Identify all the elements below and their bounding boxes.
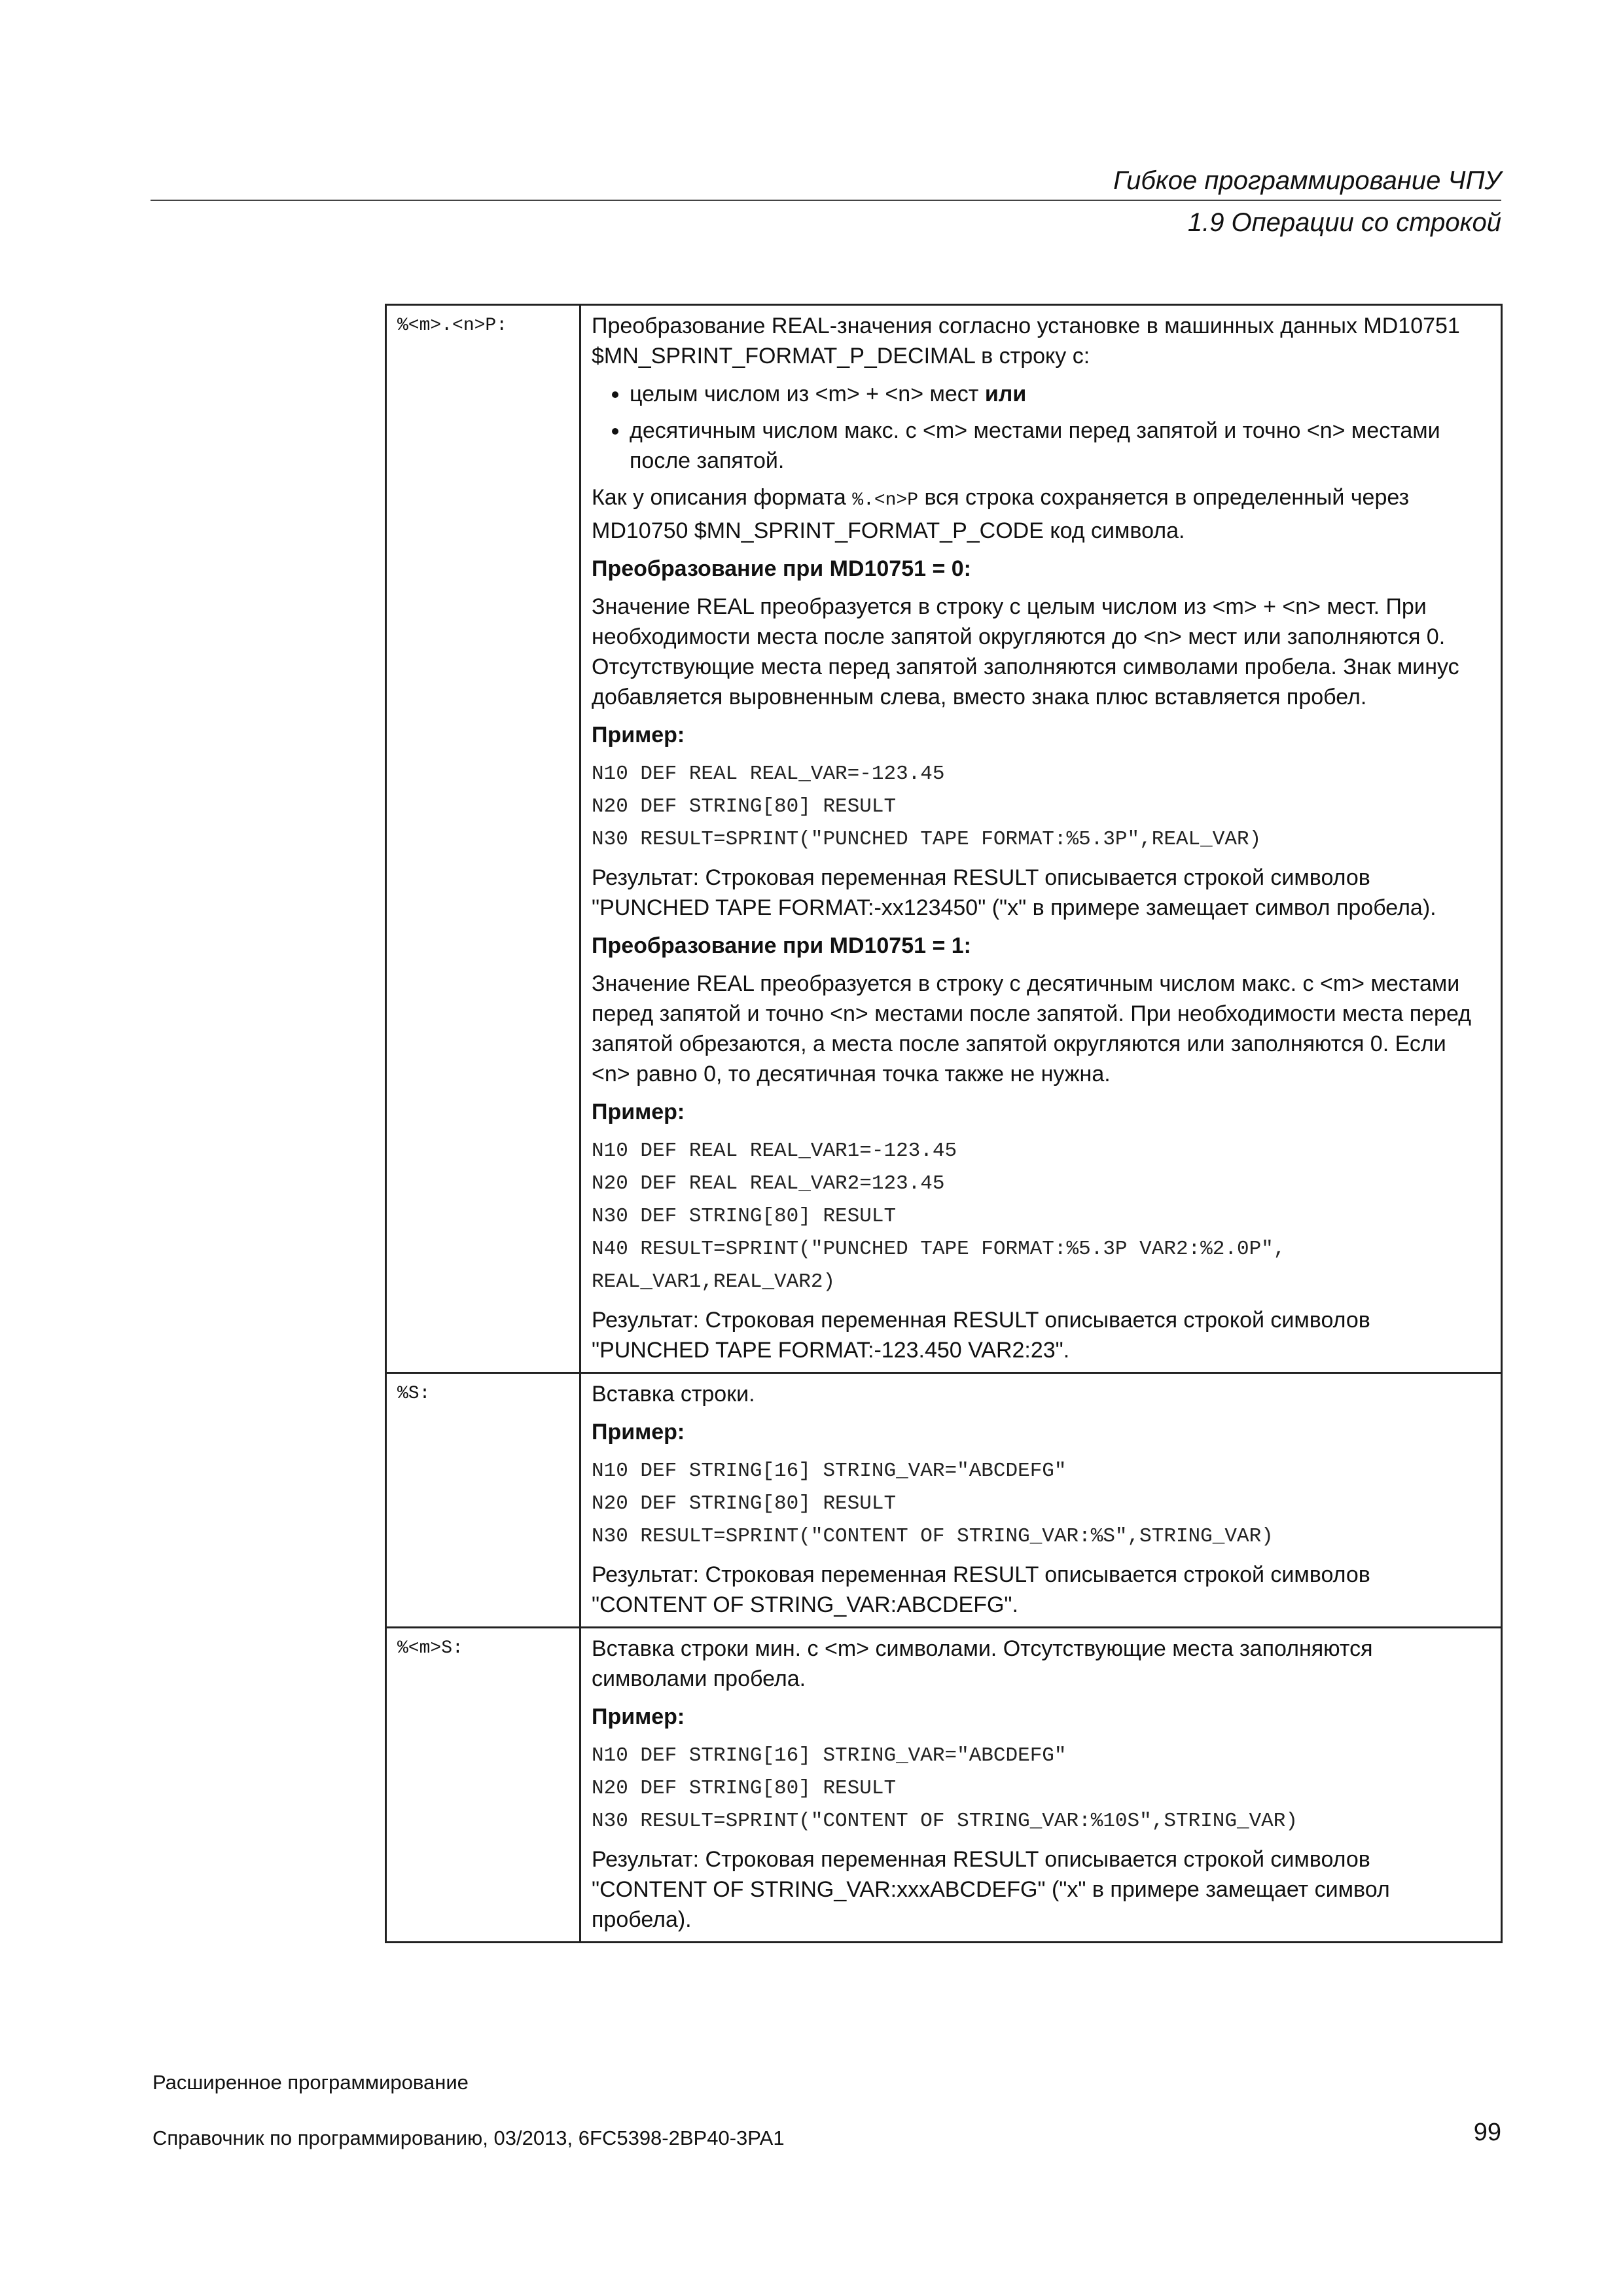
example-label: Пример: xyxy=(592,1100,685,1124)
table-row xyxy=(386,305,1502,1373)
description-text xyxy=(592,482,1490,546)
running-header xyxy=(1113,160,1501,243)
example-label: Пример: xyxy=(592,723,685,747)
code-line: N30 RESULT=SPRINT("CONTENT OF STRING_VAR:%S",STRING_VAR) xyxy=(592,1525,1274,1548)
header-section-title: 1.9 Операции со строкой xyxy=(1187,208,1501,237)
code-line: N20 DEF REAL REAL_VAR2=123.45 xyxy=(592,1172,945,1195)
code-line: N30 RESULT=SPRINT("PUNCHED TAPE FORMAT:%5.3P",REAL_VAR) xyxy=(592,828,1262,851)
code-line: REAL_VAR1,REAL_VAR2) xyxy=(592,1270,836,1293)
description-text: Преобразование REAL-значения согласно установке в машинных данных MD10751 $MN_SPRINT_FORMAT_P_DECIMAL в строку с: xyxy=(592,314,1460,368)
description-text: Значение REAL преобразуется в строку с целым числом из <m> + <n> мест. При необходимости места после запятой округляются до <n> мест или заполняются 0. Отсутствующие места перед запятой заполняются символами пробела. Знак минус добавляется выровненным слева, вместо знака плюс вставляется пробел. xyxy=(592,594,1459,709)
code-line: N10 DEF STRING[16] STRING_VAR="ABCDEFG" xyxy=(592,1460,1067,1482)
page-number: 99 xyxy=(1473,2119,1501,2146)
table-row xyxy=(386,1373,1502,1628)
code-block xyxy=(592,1455,1490,1553)
code-block xyxy=(592,758,1490,856)
code-line: N20 DEF STRING[80] RESULT xyxy=(592,1777,897,1800)
format-description xyxy=(580,1373,1502,1628)
format-key: %S: xyxy=(386,1373,580,1628)
code-line: N40 RESULT=SPRINT("PUNCHED TAPE FORMAT:%5.3P VAR2:%2.0P", xyxy=(592,1238,1286,1261)
example-label: Пример: xyxy=(592,1420,685,1444)
bullet-emphasis: или xyxy=(984,382,1027,406)
code-block xyxy=(592,1135,1490,1299)
bullet-item: • десятичным числом макс. с <m> местами перед запятой и точно <n> местами после запятой. xyxy=(630,416,1490,476)
bullet-list xyxy=(592,379,1490,476)
code-line: N20 DEF STRING[80] RESULT xyxy=(592,1492,897,1515)
format-key: %<m>.<n>P: xyxy=(386,305,580,1373)
code-line: N10 DEF STRING[16] STRING_VAR="ABCDEFG" xyxy=(592,1744,1067,1767)
result-text: Результат: Строковая переменная RESULT описывается строкой символов "PUNCHED TAPE FORMAT:-xx123450" ("x" в примере замещает символ пробела). xyxy=(592,865,1436,920)
bullet-text: целым числом из <m> + <n> мест xyxy=(630,382,979,406)
example-label: Пример: xyxy=(592,1704,685,1729)
header-rule xyxy=(151,200,1501,201)
subheading: Преобразование при MD10751 = 0: xyxy=(592,556,972,581)
description-text: Вставка строки. xyxy=(592,1382,755,1407)
code-line: N30 RESULT=SPRINT("CONTENT OF STRING_VAR:%10S",STRING_VAR) xyxy=(592,1810,1298,1833)
format-description xyxy=(580,1628,1502,1943)
text-fragment: Как у описания формата xyxy=(592,485,846,510)
code-line: N10 DEF REAL REAL_VAR1=-123.45 xyxy=(592,1139,957,1162)
code-block xyxy=(592,1740,1490,1838)
bullet-item xyxy=(630,379,1490,409)
format-spec-table xyxy=(385,304,1503,1943)
code-line: N10 DEF REAL REAL_VAR=-123.45 xyxy=(592,762,945,785)
result-text: Результат: Строковая переменная RESULT описывается строкой символов "CONTENT OF STRING_VAR:xxxABCDEFG" ("x" в примере замещает символ пробела). xyxy=(592,1847,1390,1932)
header-chapter-title: Гибкое программирование ЧПУ xyxy=(1113,166,1501,195)
result-text: Результат: Строковая переменная RESULT описывается строкой символов "CONTENT OF STRING_VAR:ABCDEFG". xyxy=(592,1562,1370,1617)
description-text: Вставка строки мин. с <m> символами. Отсутствующие места заполняются символами пробела. xyxy=(592,1636,1373,1691)
footer-document-info: Справочник по программированию, 03/2013, 6FC5398-2BP40-3PA1 xyxy=(152,2126,785,2149)
subheading: Преобразование при MD10751 = 1: xyxy=(592,933,972,958)
result-text: Результат: Строковая переменная RESULT описывается строкой символов "PUNCHED TAPE FORMAT:-123.450 VAR2:23". xyxy=(592,1308,1370,1363)
text-fragment: вся строка сохраняется в определенный через MD10750 $MN_SPRINT_FORMAT_P_CODE код символа. xyxy=(592,485,1410,543)
format-description xyxy=(580,305,1502,1373)
format-key: %<m>S: xyxy=(386,1628,580,1943)
description-text: Значение REAL преобразуется в строку с десятичным числом макс. с <m> местами перед запятой и точно <n> местами после запятой. При необходимости места перед запятой обрезаются, а места после запятой округляются или заполняются 0. Если <n> равно 0, то десятичная точка также не нужна. xyxy=(592,971,1471,1086)
table-row xyxy=(386,1628,1502,1943)
footer-book-title: Расширенное программирование xyxy=(152,2071,469,2094)
code-line: N30 DEF STRING[80] RESULT xyxy=(592,1205,897,1228)
code-line: N20 DEF STRING[80] RESULT xyxy=(592,795,897,818)
inline-code: %.<n>P xyxy=(852,490,919,511)
